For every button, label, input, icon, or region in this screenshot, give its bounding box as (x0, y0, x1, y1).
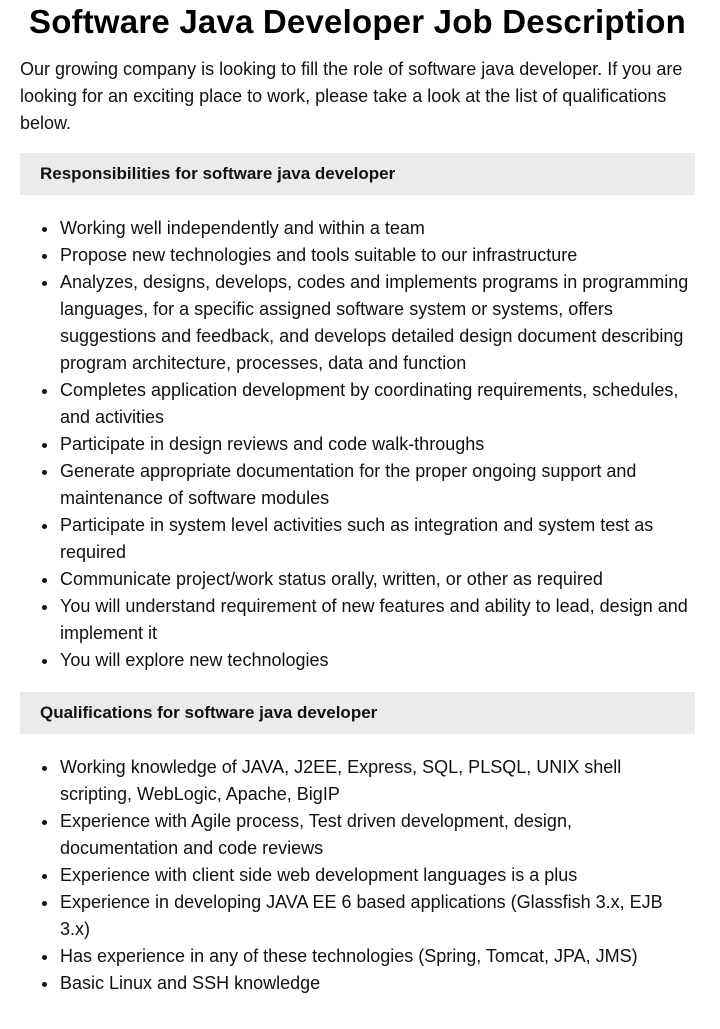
list-item: Experience with client side web development languages is a plus (60, 862, 695, 889)
list-item: Propose new technologies and tools suitable to our infrastructure (60, 242, 695, 269)
list-item: Basic Linux and SSH knowledge (60, 970, 695, 997)
list-item: Participate in design reviews and code walk-throughs (60, 431, 695, 458)
list-item: Analyzes, designs, develops, codes and implements programs in programming languages, for a specific assigned software system or systems, offers suggestions and feedback, and develops detailed design document describing program architecture, processes, data and function (60, 269, 695, 377)
list-item: Working knowledge of JAVA, J2EE, Express, SQL, PLSQL, UNIX shell scripting, WebLogic, Apache, BigIP (60, 754, 695, 808)
responsibilities-list (20, 215, 695, 674)
list-item: Experience in developing JAVA EE 6 based applications (Glassfish 3.x, EJB 3.x) (60, 889, 695, 943)
list-item: Has experience in any of these technologies (Spring, Tomcat, JPA, JMS) (60, 943, 695, 970)
list-item: Working well independently and within a team (60, 215, 695, 242)
list-item: Completes application development by coordinating requirements, schedules, and activities (60, 377, 695, 431)
intro-paragraph: Our growing company is looking to fill the role of software java developer. If you are looking for an exciting place to work, please take a look at the list of qualifications below. (20, 59, 683, 133)
qualifications-list (20, 754, 695, 997)
list-item: Generate appropriate documentation for the proper ongoing support and maintenance of software modules (60, 458, 695, 512)
responsibilities-heading: Responsibilities for software java developer (20, 153, 695, 195)
list-item: Communicate project/work status orally, written, or other as required (60, 566, 695, 593)
list-item: You will understand requirement of new features and ability to lead, design and implement it (60, 593, 695, 647)
qualifications-heading: Qualifications for software java developer (20, 692, 695, 734)
list-item: Experience with Agile process, Test driven development, design, documentation and code reviews (60, 808, 695, 862)
list-item: You will explore new technologies (60, 647, 695, 674)
list-item: Participate in system level activities such as integration and system test as required (60, 512, 695, 566)
page-title: Software Java Developer Job Description (28, 3, 687, 40)
